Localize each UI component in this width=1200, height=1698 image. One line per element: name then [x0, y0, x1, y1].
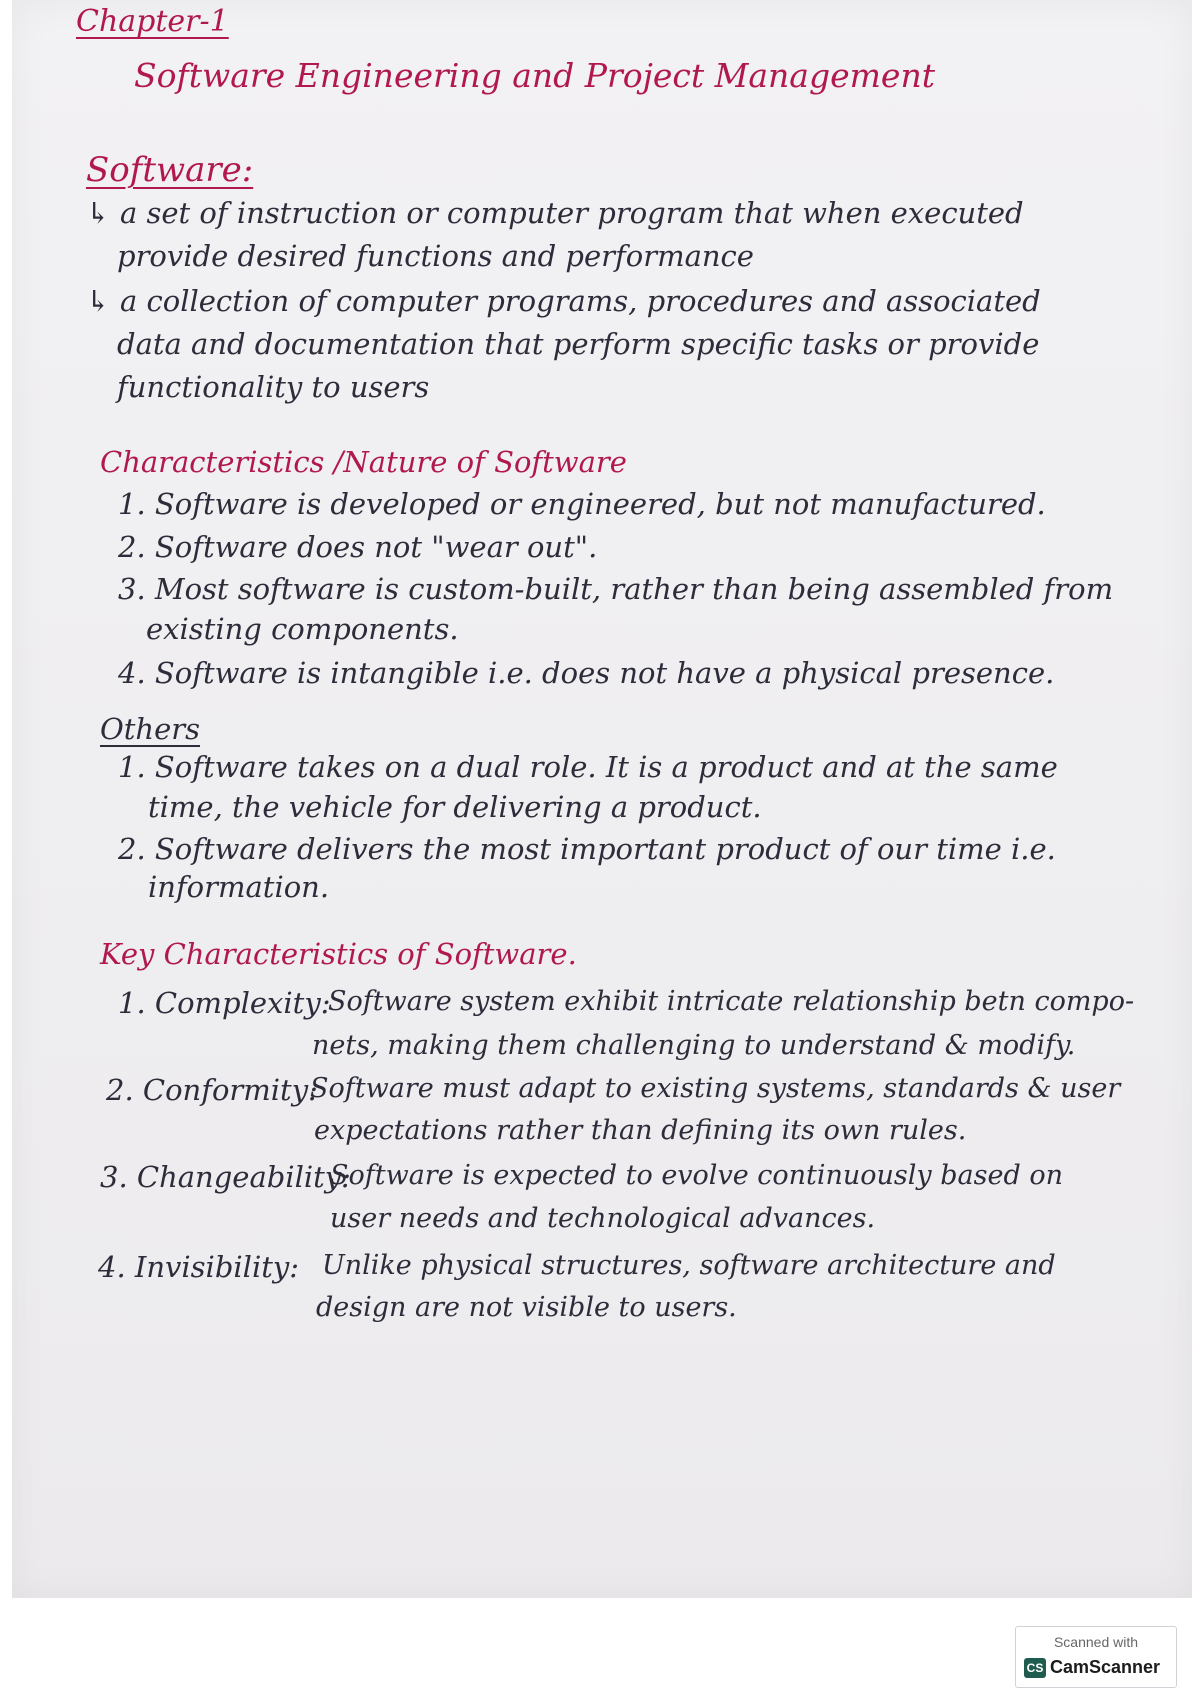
scanner-watermark	[1015, 1626, 1177, 1688]
definition-line: a set of instruction or computer program that when executed	[120, 196, 1024, 230]
software-heading: Software:	[86, 150, 254, 190]
key-description: Software is expected to evolve continuously based on	[330, 1160, 1063, 1191]
list-item: information.	[148, 870, 330, 904]
key-characteristics-heading: Key Characteristics of Software.	[100, 937, 577, 971]
list-item: existing components.	[146, 612, 459, 646]
list-item: 3. Most software is custom-built, rather than being assembled from	[118, 572, 1114, 606]
key-description: Software must adapt to existing systems, standards & user	[310, 1073, 1121, 1104]
key-term: 4. Invisibility:	[98, 1250, 300, 1284]
definition-line: a collection of computer programs, procedures and associated	[120, 284, 1041, 318]
key-description: nets, making them challenging to understand & modify.	[312, 1030, 1076, 1061]
list-item: 2. Software delivers the most important product of our time i.e.	[118, 832, 1056, 866]
scanned-with-label: Scanned with	[1053, 1634, 1139, 1650]
definition-line: provide desired functions and performance	[117, 239, 754, 273]
chapter-label: Chapter-1	[76, 4, 229, 39]
characteristics-heading: Characteristics /Nature of Software	[100, 445, 627, 479]
key-description: expectations rather than defining its own rules.	[314, 1115, 967, 1146]
list-item: 1. Software takes on a dual role. It is a product and at the same	[118, 750, 1058, 784]
camscanner-logo-icon: CS	[1024, 1658, 1046, 1678]
page-title: Software Engineering and Project Management	[134, 56, 935, 95]
key-term: 2. Conformity:	[106, 1073, 318, 1107]
others-heading: Others	[100, 712, 201, 746]
key-description: Software system exhibit intricate relationship betn compo-	[328, 986, 1135, 1017]
list-item: 1. Software is developed or engineered, but not manufactured.	[118, 487, 1046, 521]
key-description: Unlike physical structures, software architecture and	[322, 1250, 1056, 1281]
list-item: 2. Software does not "wear out".	[118, 530, 598, 564]
notebook-page	[12, 0, 1192, 1598]
key-term: 1. Complexity:	[118, 986, 331, 1020]
bullet-arrow-icon: ↳	[86, 196, 111, 230]
list-item: time, the vehicle for delivering a product.	[148, 790, 762, 824]
list-item: 4. Software is intangible i.e. does not have a physical presence.	[118, 656, 1055, 690]
key-description: design are not visible to users.	[316, 1292, 737, 1323]
camscanner-name: CamScanner	[1050, 1657, 1161, 1677]
key-description: user needs and technological advances.	[330, 1203, 876, 1234]
definition-line: data and documentation that perform specific tasks or provide	[117, 327, 1040, 361]
bullet-arrow-icon: ↳	[86, 284, 111, 318]
key-term: 3. Changeability:	[100, 1160, 351, 1194]
definition-line: functionality to users	[117, 370, 430, 404]
